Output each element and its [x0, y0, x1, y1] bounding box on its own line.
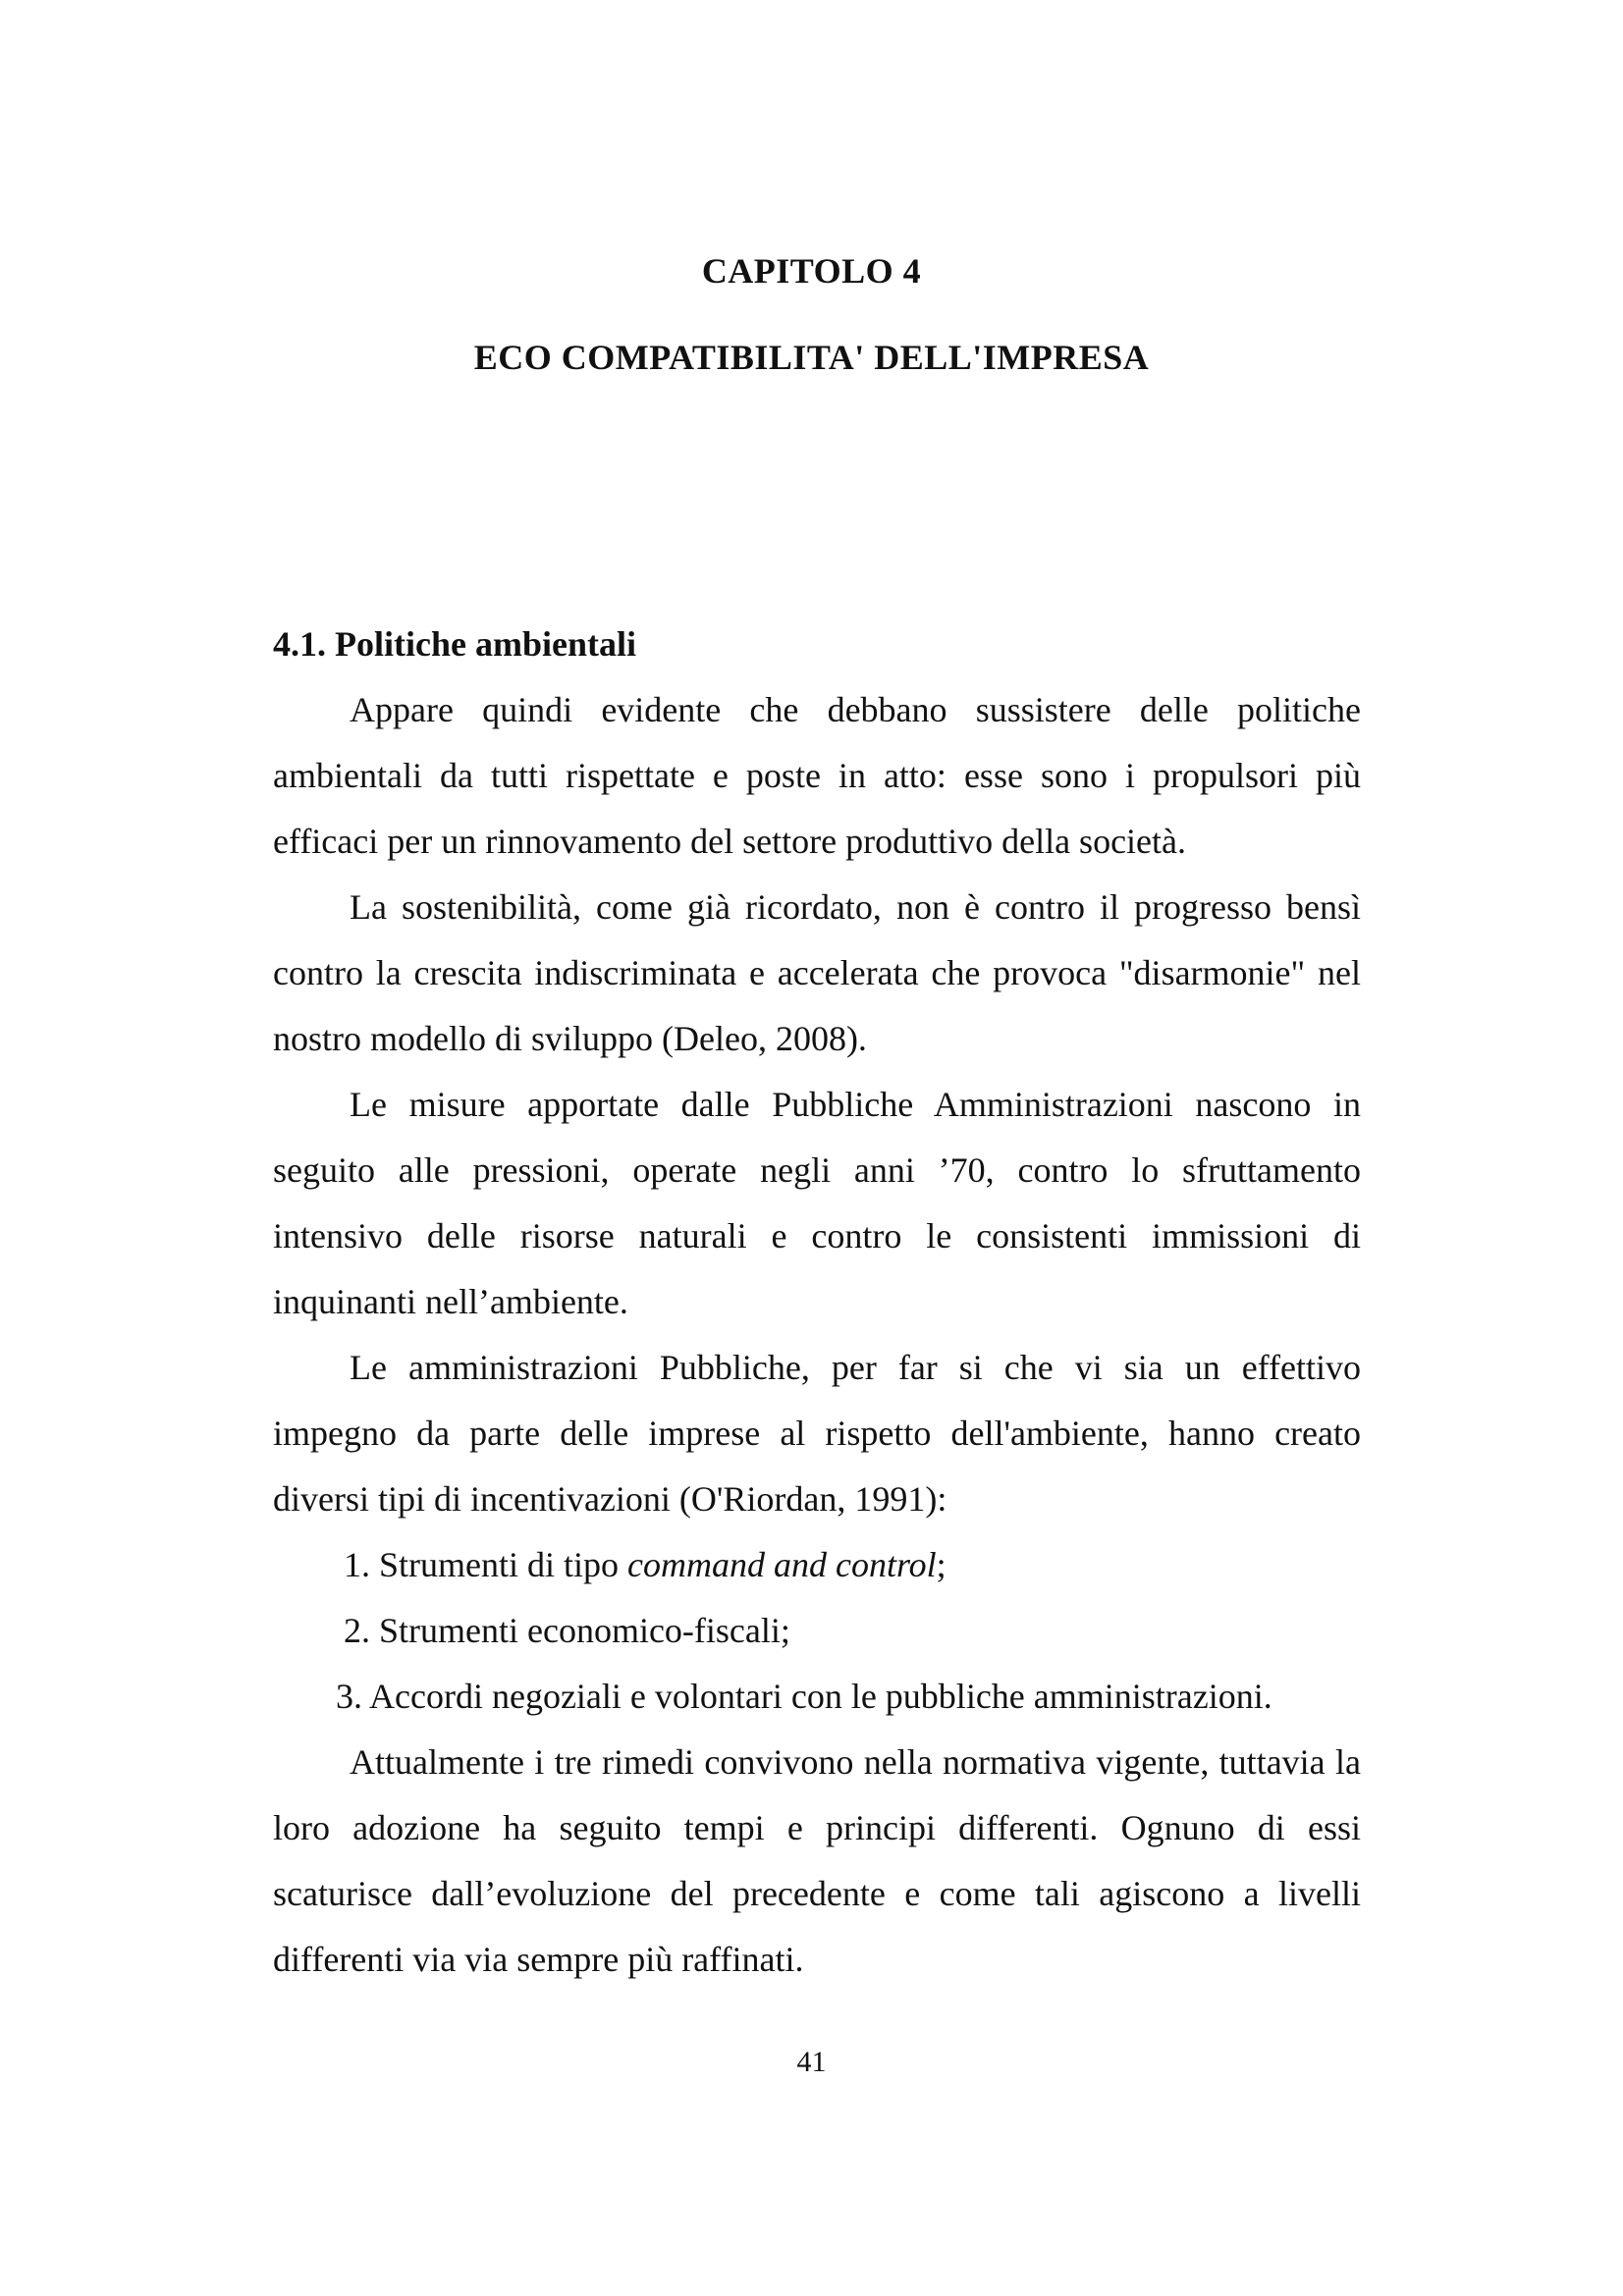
paragraph-2: La sostenibilità, come già ricordato, non è contro il progresso bensì contro la crescita indiscriminata e accelerata che provoca "disarmonie" nel nostro modello di sviluppo (Deleo, 2008). [273, 887, 1361, 1058]
incentive-list [273, 1532, 1361, 1730]
paragraph-4: Le amministrazioni Pubbliche, per far si che vi sia un effettivo impegno da parte delle imprese al rispetto dell'ambiente, hanno creato diversi tipi di incentivazioni (O'Riordan, 1991): [273, 1348, 1361, 1519]
list-item: 3. Accordi negoziali e volontari con le pubbliche amministrazioni. [336, 1677, 1272, 1716]
chapter-title: ECO COMPATIBILITA' DELL'IMPRESA [473, 338, 1150, 377]
list-item-1-suffix: ; [936, 1545, 947, 1584]
paragraph-5: Attualmente i tre rimedi convivono nella normativa vigente, tuttavia la loro adozione ha seguito tempi e principi differenti. Ognuno di essi scaturisce dall’evoluzione del precedente e come tali agiscono a livelli differenti via via sempre più raffinati. [273, 1742, 1361, 1979]
section-heading: 4.1. Politiche ambientali [273, 624, 636, 664]
list-item: 2. Strumenti economico-fiscali; [344, 1611, 790, 1650]
list-item-1-prefix: 1. Strumenti di tipo [344, 1545, 628, 1584]
page-number: 41 [796, 2046, 827, 2078]
list-item [273, 1532, 1361, 1598]
list-item-1-italic: command and control [627, 1545, 937, 1584]
paragraph-3: Le misure apportate dalle Pubbliche Amministrazioni nascono in seguito alle pressioni, operate negli anni ’70, contro lo sfruttamento intensivo delle risorse naturali e contro le consistenti immissioni di inquinanti nell’ambiente. [273, 1085, 1361, 1321]
chapter-number: CAPITOLO 4 [701, 251, 922, 291]
page-body [273, 612, 1361, 1993]
paragraph-1: Appare quindi evidente che debbano sussistere delle politiche ambientali da tutti rispettate e poste in atto: esse sono i propulsori più efficaci per un rinnovamento del settore produttivo della società. [273, 690, 1361, 861]
